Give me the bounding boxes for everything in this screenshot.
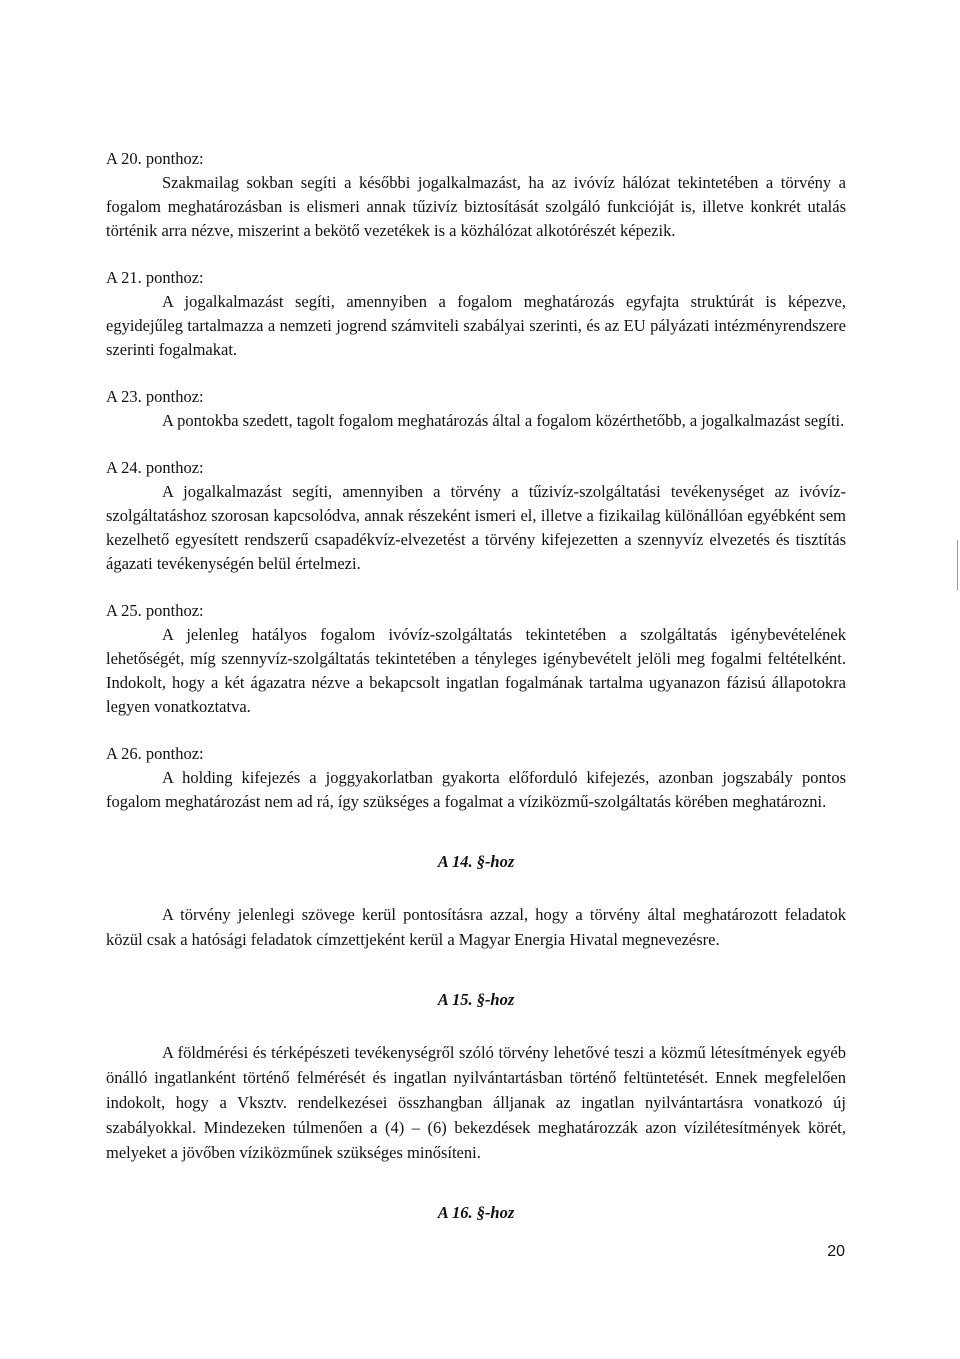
section-point-26 bbox=[106, 742, 846, 814]
section-point-20 bbox=[106, 147, 846, 243]
section-point-21 bbox=[106, 266, 846, 362]
section-text: A holding kifejezés a joggyakorlatban gyakorta előforduló kifejezés, azonban jogszabály pontos fogalom meghatározást nem ad rá, így szükséges a fogalmat a víziközmű-szolgáltatás körében meghatározni. bbox=[106, 768, 846, 811]
section-text: A jelenleg hatályos fogalom ivóvíz-szolgáltatás tekintetében a szolgáltatás igénybevételének lehetőségét, míg szennyvíz-szolgáltatás tekintetében a tényleges igénybevételt jelöli meg fogalmi feltételként. Indokolt, hogy a két ágazatra nézve a bekapcsolt ingatlan fogalmának tartalma ugyanazon fázisú állapotokra legyen vonatkoztatva. bbox=[106, 625, 846, 716]
section-text: A jogalkalmazást segíti, amennyiben a fogalom meghatározás egyfajta struktúrát is képezve, egyidejűleg tartalmazza a nemzeti jogrend számviteli szabályai szerinti, és az EU pályázati intézményrendszere szerinti fogalmakat. bbox=[106, 292, 846, 359]
section-point-25 bbox=[106, 599, 846, 719]
section-heading: A 23. ponthoz: bbox=[106, 387, 204, 406]
section-text: A pontokba szedett, tagolt fogalom meghatározás által a fogalom közérthetőbb, a jogalkalmazást segíti. bbox=[162, 411, 845, 430]
article-heading: A 15. §-hoz bbox=[437, 990, 515, 1009]
section-heading: A 20. ponthoz: bbox=[106, 149, 204, 168]
article-heading: A 14. §-hoz bbox=[437, 852, 515, 871]
section-heading: A 26. ponthoz: bbox=[106, 744, 204, 763]
section-text: A jogalkalmazást segíti, amennyiben a törvény a tűzivíz-szolgáltatási tevékenységet az ivóvíz-szolgáltatáshoz szorosan kapcsolódva, annak részeként ismeri el, illetve a fizikailag különállóan egyébként sem kezelhető egyesített rendszerű csapadékvíz-elvezetést a törvény kifejezetten a szennyvíz elvezetés és tisztítás ágazati tevékenységén belül értelmezi. bbox=[106, 482, 846, 573]
section-heading: A 24. ponthoz: bbox=[106, 458, 204, 477]
section-text: Szakmailag sokban segíti a későbbi jogalkalmazást, ha az ivóvíz hálózat tekintetében a törvény a fogalom meghatározásban is elismeri annak tűzivíz biztosítását szolgáló funkcióját is, illetve konkrét utalás történik arra nézve, miszerint a bekötő vezetékek is a közhálózat alkotórészét képezik. bbox=[106, 173, 846, 240]
page-number: 20 bbox=[827, 1243, 845, 1260]
article-heading: A 16. §-hoz bbox=[437, 1203, 515, 1222]
article-16-heading-wrap bbox=[106, 1201, 846, 1225]
section-point-24 bbox=[106, 456, 846, 576]
section-point-23 bbox=[106, 385, 846, 433]
section-heading: A 21. ponthoz: bbox=[106, 268, 204, 287]
document-page bbox=[106, 147, 846, 1253]
article-14-heading-wrap bbox=[106, 850, 846, 874]
section-heading: A 25. ponthoz: bbox=[106, 601, 204, 620]
article-text: A törvény jelenlegi szövege kerül pontosításra azzal, hogy a törvény által meghatározott feladatok közül csak a hatósági feladatok címzettjeként kerül a Magyar Energia Hivatal megnevezésre. bbox=[106, 905, 846, 949]
article-text: A földmérési és térképészeti tevékenységről szóló törvény lehetővé teszi a közmű létesítmények egyéb önálló ingatlanként történő felmérését és ingatlan nyilvántartásban történő feltüntetését. Ennek megfelelően indokolt, hogy a Vksztv. rendelkezései összhangban álljanak az ingatlan nyilvántartásra vonatkozó új szabályokkal. Mindezeken túlmenően a (4) – (6) bekezdések meghatározzák azon vízilétesítmények körét, melyeket a jövőben víziközműnek szükséges minősíteni. bbox=[106, 1043, 846, 1162]
article-15-heading-wrap bbox=[106, 988, 846, 1012]
scan-edge-mark bbox=[957, 540, 958, 590]
